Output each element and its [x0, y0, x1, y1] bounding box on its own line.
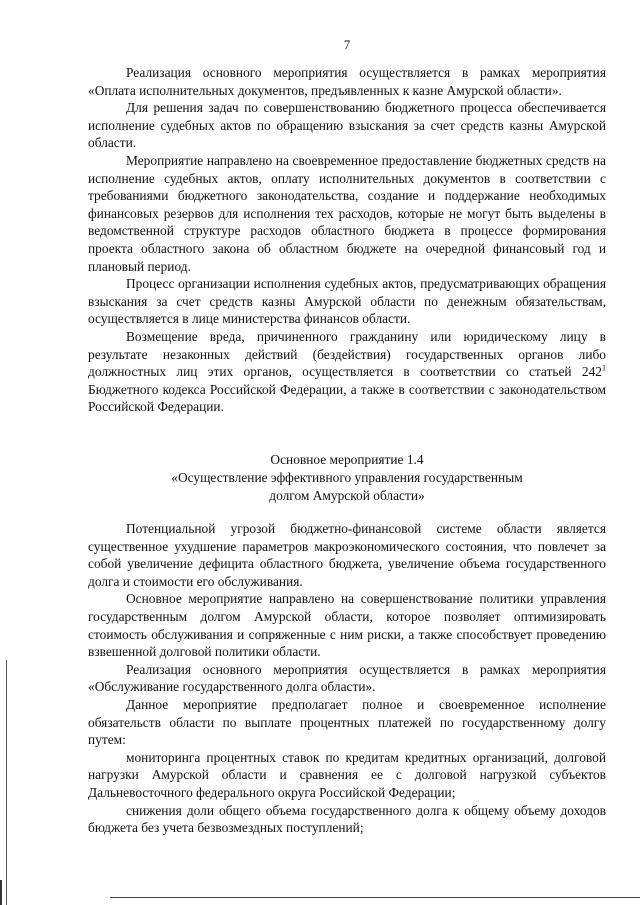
section-heading	[88, 451, 606, 505]
paragraph: Реализация основного мероприятия осуществляется в рамках мероприятия «Оплата исполнительных документов, предъявленных к казне Амурской области».	[88, 65, 606, 98]
paragraph-text: Возмещение вреда, причиненного гражданину или юридическому лицу в результате незаконных действий (бездействия) государственных органов либо должностных лиц этих органов, осуществляется в соответствии со статьей 242	[88, 328, 606, 380]
scan-edge-mark	[0, 880, 2, 905]
page-number: 7	[343, 38, 351, 52]
heading-line: «Осуществление эффективного управления государственным	[171, 470, 523, 485]
paragraph: снижения доли общего объема государственного долга к общему объему доходов бюджета без учета безвозмездных поступлений;	[88, 802, 606, 836]
body-text-lower	[88, 520, 606, 837]
paragraph: Мероприятие направлено на своевременное предоставление бюджетных средств на исполнение судебных актов, оплату исполнительных документов в соответствии с требованиями бюджетного законодательства, создание и поддержание необходимых финансовых резервов для исполнения тех расходов, которые не могут быть выделены в ведомственной структуре расходов областного бюджета в процессе формирования проекта областного закона об областном бюджете на очередной финансовый год и плановый период.	[88, 152, 606, 274]
paragraph: Потенциальной угрозой бюджетно-финансовой системе области является существенное ухудшение параметров макроэкономического состояния, что повлечет за собой увеличение дефицита областного бюджета, увеличение объема государственного долга и стоимости его обслуживания.	[88, 521, 606, 589]
superscript: 1	[602, 363, 606, 373]
heading-line: долгом Амурской области»	[269, 488, 425, 503]
paragraph-text: Бюджетного кодекса Российской Федерации, а также в соответствии с законодательством Российской Федерации.	[88, 381, 606, 415]
paragraph-article-242	[88, 328, 606, 416]
paragraph: Реализация основного мероприятия осуществляется в рамках мероприятия «Обслуживание государственного долга области».	[88, 661, 606, 695]
paragraph: мониторинга процентных ставок по кредитам кредитных организаций, долговой нагрузки Амурской области и сравнения ее с долговой нагрузкой субъектов Дальневосточного федерального округа Российской Федерации;	[88, 749, 606, 800]
paragraph: Процесс организации исполнения судебных актов, предусматривающих обращения взыскания за счет средств казны Амурской области по денежным обязательствам, осуществляется в лице министерства финансов области.	[88, 276, 606, 327]
body-text-upper	[88, 64, 606, 416]
scan-edge-line	[110, 897, 640, 898]
paragraph: Данное мероприятие предполагает полное и своевременное исполнение обязательств области по выплате процентных платежей по государственному долгу путем:	[88, 696, 606, 748]
paragraph: Для решения задач по совершенствованию бюджетного процесса обеспечивается исполнение судебных актов по обращению взыскания за счет средств казны Амурской области.	[88, 100, 606, 151]
paragraph: Основное мероприятие направлено на совершенствование политики управления государственным долгом Амурской области, которое позволяет оптимизировать стоимость обслуживания и сопряженные с ним риски, а также способствует проведению взвешенной долговой политики области.	[88, 591, 606, 660]
scan-edge-line	[6, 660, 7, 905]
heading-line: Основное мероприятие 1.4	[270, 452, 424, 467]
